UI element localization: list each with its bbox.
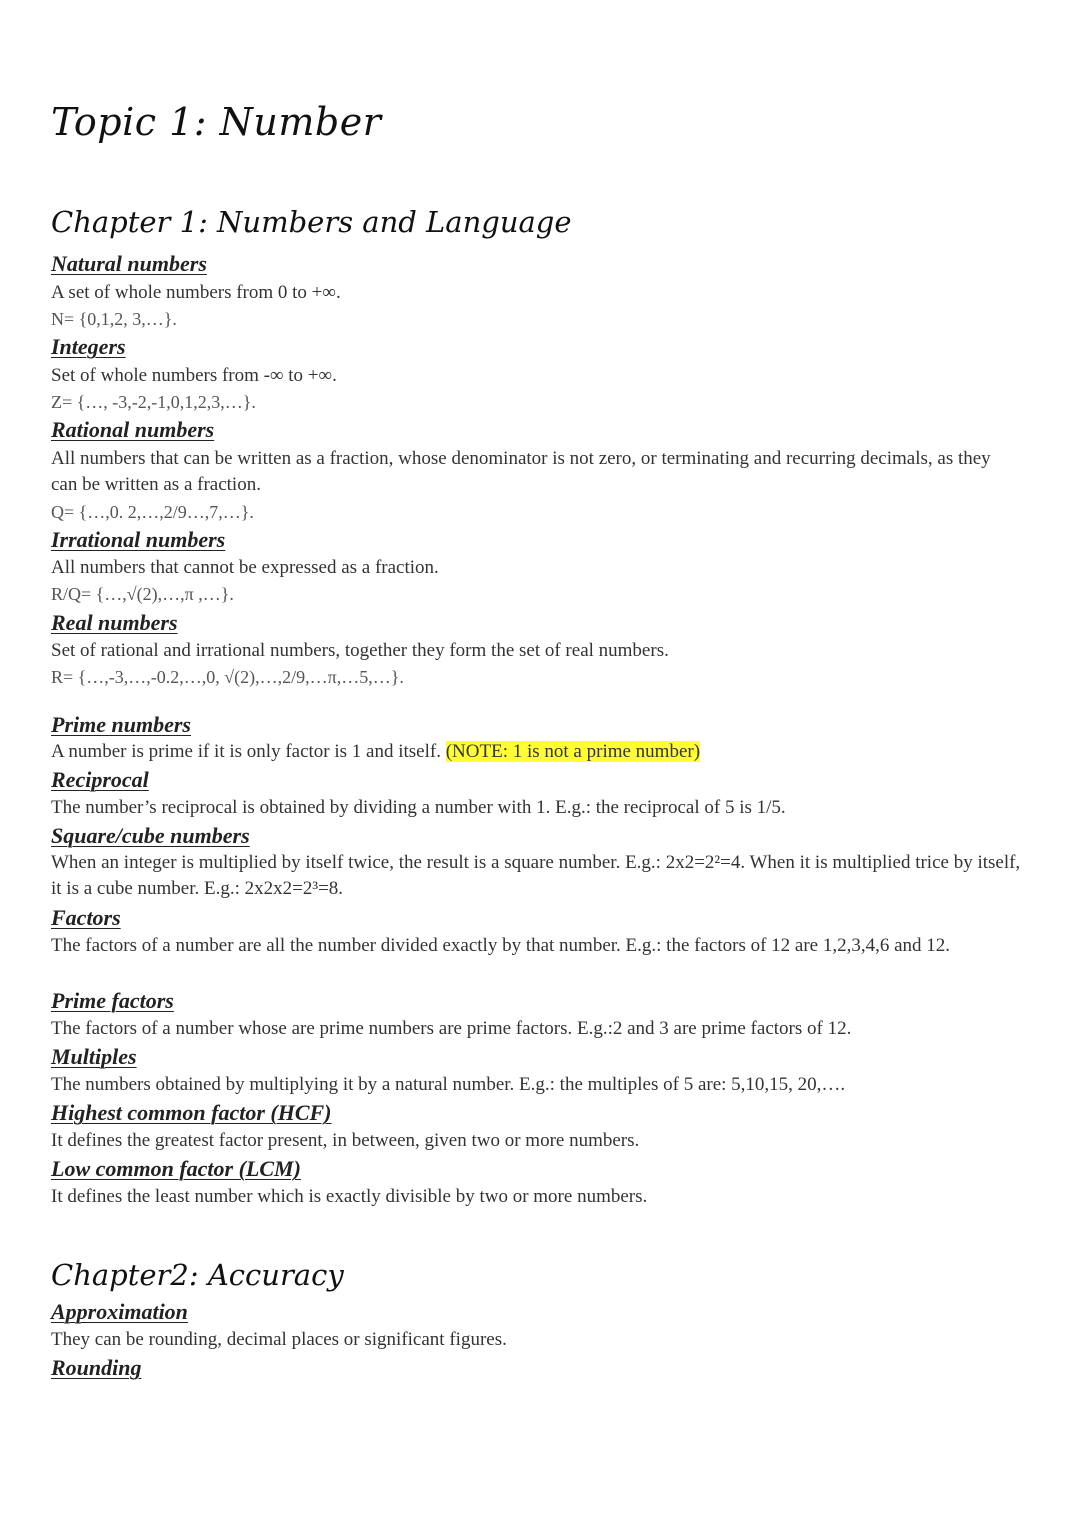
text-integers: Set of whole numbers from -∞ to +∞. (51, 365, 337, 386)
text-lcm: It defines the least number which is exactly divisible by two or more numbers. (51, 1186, 648, 1207)
text-prime-factors: The factors of a number whose are prime numbers are prime factors. E.g.:2 and 3 are prime factors of 12. (51, 1018, 852, 1039)
heading-prime-numbers: Prime numbers (51, 712, 191, 737)
prime-definition: A number is prime if it is only factor is 1 and itself. (51, 741, 441, 762)
heading-square-cube-numbers: Square/cube numbers (51, 823, 250, 848)
text-reciprocal: The number’s reciprocal is obtained by dividing a number with 1. E.g.: the reciprocal of 5 is 1/5. (51, 797, 786, 818)
text-irrational-numbers: All numbers that cannot be expressed as a fraction. (51, 557, 439, 578)
text-approximation: They can be rounding, decimal places or significant figures. (51, 1329, 507, 1350)
heading-natural-numbers: Natural numbers (51, 251, 207, 276)
set-natural-numbers: N= {0,1,2, 3,…}. (51, 309, 177, 329)
text-hcf: It defines the greatest factor present, in between, given two or more numbers. (51, 1130, 640, 1151)
text-rational-numbers: All numbers that can be written as a fraction, whose denominator is not zero, or terminating and recurring decimals, as they can be written as a fraction. (51, 448, 991, 495)
heading-integers: Integers (51, 334, 126, 359)
set-rational-numbers: Q= {…,0. 2,…,2/9…,7,…}. (51, 502, 254, 522)
text-real-numbers: Set of rational and irrational numbers, together they form the set of real numbers. (51, 640, 669, 661)
heading-prime-factors: Prime factors (51, 988, 174, 1013)
topic-title: Topic 1: Number (51, 100, 382, 144)
heading-irrational-numbers: Irrational numbers (51, 527, 226, 552)
heading-hcf: Highest common factor (HCF) (51, 1100, 332, 1125)
heading-reciprocal: Reciprocal (51, 767, 149, 792)
chapter-2-title: Chapter2: Accuracy (51, 1258, 344, 1292)
set-irrational-numbers: R/Q= {…,√(2),…,π ,…}. (51, 584, 234, 604)
heading-rational-numbers: Rational numbers (51, 417, 215, 442)
text-prime-numbers (51, 739, 1021, 765)
prime-note-highlight: (NOTE: 1 is not a prime number) (445, 741, 701, 762)
heading-rounding: Rounding (51, 1355, 142, 1380)
heading-lcm: Low common factor (LCM) (51, 1156, 301, 1181)
set-real-numbers: R= {…,-3,…,-0.2,…,0, √(2),…,2/9,…π,…5,…}. (51, 667, 404, 687)
text-multiples: The numbers obtained by multiplying it by a natural number. E.g.: the multiples of 5 are: 5,10,15, 20,…. (51, 1074, 846, 1095)
heading-factors: Factors (51, 905, 121, 930)
text-factors: The factors of a number are all the number divided exactly by that number. E.g.: the factors of 12 are 1,2,3,4,6 and 12. (51, 935, 951, 956)
text-square-cube-numbers: When an integer is multiplied by itself twice, the result is a square number. E.g.: 2x2=2²=4. When it is multiplied trice by itself, it is a cube number. E.g.: 2x2x2=2³=8. (51, 852, 1021, 899)
text-natural-numbers: A set of whole numbers from 0 to +∞. (51, 282, 341, 303)
heading-real-numbers: Real numbers (51, 610, 178, 635)
chapter-1-title: Chapter 1: Numbers and Language (51, 205, 572, 239)
heading-multiples: Multiples (51, 1044, 137, 1069)
set-integers: Z= {…, -3,-2,-1,0,1,2,3,…}. (51, 392, 256, 412)
heading-approximation: Approximation (51, 1299, 188, 1324)
